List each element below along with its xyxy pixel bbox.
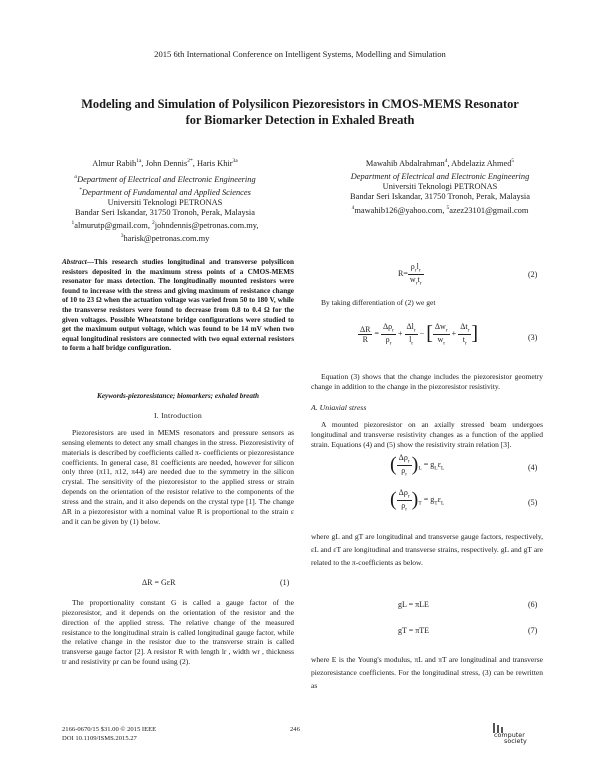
abstract bbox=[62, 258, 294, 354]
paper-title bbox=[50, 96, 550, 128]
equation-5-number: (5) bbox=[528, 498, 538, 507]
section-heading-introduction: I. Introduction bbox=[153, 411, 203, 420]
conference-header: 2015 6th International Conference on Intelligent Systems, Modelling and Simulation bbox=[154, 49, 446, 59]
title-line-2: for Biomarker Detection in Exhaled Breath bbox=[185, 113, 415, 127]
affiliation-right: Department of Electrical and Electronic Engineering bbox=[350, 172, 530, 181]
authors-right-names: Mawahib Abdalrahman$^4$, Abdelaziz Ahmed$^5$ bbox=[365, 158, 515, 168]
equation-2: R= $\frac{\rho_rl_r}{w_rt_r}$ bbox=[398, 262, 422, 287]
intro-paragraph-2: The proportionality constant G is called a gauge factor of the piezoresistor, and it depends on the orientation of the resistor and the direction of the applied stress. The relative change of the measured resistance to the longitudinal strain is called longitudinal gauge factor, while the relative change in the resistor due to the transverse strain is called transverse gauge factor [2]. A resistor R with length lr , width wr , thickness tr and resistivity ρr can be found using (2). bbox=[62, 598, 294, 667]
emails-right: $^4$mawahib126@yahoo.com, $^5$azez23101@gmail.com bbox=[351, 204, 529, 215]
abstract-label: Abstract bbox=[62, 258, 87, 266]
logo-text-society: society bbox=[504, 737, 527, 746]
affiliation-a: $^a$Department of Electrical and Electronic Engineering bbox=[74, 174, 256, 184]
keywords: Keywords-piezoresistance; biomarkers; exhaled breath bbox=[97, 392, 259, 400]
uniaxial-paragraph: A mounted piezoresistor on an axially stressed beam undergoes longitudinal and transverse resistivity changes as a function of the applied strain. Equations (4) and (5) show the resistivity strain relation [3]. bbox=[311, 420, 543, 449]
abstract-text: —This research studies longitudinal and transverse polysilicon resistors deposited in the maximum stress points of a CMOS-MEMS resonator for mass detection. The longitudinally mounted resistors were found to increase with the stress and giving maximum of resistance change of 10 to 23 Ω when the actuation voltage was varied from 50 to 180 V, while the transverse resistors were found to decrease from 0.8 to 0.4 Ω for the given voltages. Possible Wheatstone bridge configurations were studied to get the maximum output voltage, which was found to be 14 mV when two equal longitudinal resistors are connected with two equal external resistors to form a half bridge configuration. bbox=[62, 258, 294, 353]
emails-left-1: $^1$almurutp@gmail.com, $^2$johndennis@petronas.com.my, bbox=[71, 220, 259, 231]
authors-right bbox=[310, 156, 570, 216]
gauge-factor-paragraph: where gL and gT are longitudinal and transverse gauge factors, respectively, εL and εT are longitudinal and transverse strains, respectively. gL and gT are related to the π-coefficients as below. bbox=[311, 532, 543, 567]
footer-issn bbox=[62, 726, 156, 743]
equation-3: $\frac{\Delta R}{R}$ = $\frac{\Delta\rho_r}{\rho_r}$ + $\frac{\Delta l_r}{l_r}$ − [ $\frac{\Delta w_r}{w_r}$ + $\frac{\Delta t_r}{t_r}$ ] bbox=[360, 322, 479, 347]
subsection-uniaxial-stress: A. Uniaxial stress bbox=[311, 403, 367, 412]
equation-6-number: (6) bbox=[528, 600, 538, 609]
equation-6: gL = πLE bbox=[398, 600, 429, 609]
logo-text-computer: computer bbox=[494, 731, 525, 739]
address-right: Bandar Seri Iskandar, 31750 Tronoh, Perak, Malaysia bbox=[350, 192, 530, 202]
address-left: Bandar Seri Iskandar, 31750 Tronoh, Perak, Malaysia bbox=[75, 208, 255, 218]
authors-left bbox=[40, 156, 290, 244]
equation-7-number: (7) bbox=[528, 626, 538, 635]
university-right: Universiti Teknologi PETRONAS bbox=[382, 182, 498, 192]
equation-5: ( $\frac{\Delta\rho_r}{\rho_r}$ )$_T = g_T\varepsilon_L$ bbox=[390, 488, 445, 513]
equation-4: ( $\frac{\Delta\rho_r}{\rho_r}$ )$_L = g_L\varepsilon_L$ bbox=[390, 453, 445, 478]
authors-left-names: Almur Rabih$^{1a}$, John Dennis$^{2*}$, Haris Khir$^{3a}$ bbox=[92, 158, 238, 168]
page-number: 246 bbox=[290, 726, 300, 733]
equation-7: gT = πTE bbox=[398, 626, 430, 635]
differentiation-text: By taking differentiation of (2) we get bbox=[321, 298, 436, 307]
affiliation-b: *Department of Fundamental and Applied Sciences bbox=[79, 187, 251, 197]
emails-left-2: $^3$harisk@petronas.com.my bbox=[120, 233, 210, 244]
equation-3-explanation: Equation (3) shows that the change includes the piezoresistor geometry change in addition to the change in the piezoresistor resistivity. bbox=[311, 372, 543, 391]
equation-2-number: (2) bbox=[528, 270, 538, 279]
university-left: Universiti Teknologi PETRONAS bbox=[107, 198, 223, 207]
issn-text: 2166-0670/15 $31.00 © 2015 IEEE bbox=[62, 726, 157, 733]
title-line-1: Modeling and Simulation of Polysilicon Piezoresistors in CMOS-MEMS Resonator bbox=[81, 97, 519, 111]
equation-1-number: (1) bbox=[280, 578, 290, 587]
youngs-modulus-paragraph: where E is the Young's modulus, πL and πT are longitudinal and transverse piezoresistance coefficients. For the longitudinal stress, (3) can be rewritten as bbox=[311, 655, 543, 690]
doi-text: DOI 10.1109/ISMS.2015.27 bbox=[62, 734, 137, 742]
equation-4-number: (4) bbox=[528, 463, 538, 472]
equation-1: ΔR = GεR bbox=[142, 578, 176, 587]
equation-3-number: (3) bbox=[528, 333, 538, 342]
intro-paragraph-1: Piezoresistors are used in MEMS resonators and pressure sensors as sensing elements to detect any small changes in the stress. Piezoresistivity of materials is described by coefficients called π- coefficients or piezoresistance coefficients. In general case, 81 coefficients are needed, however for silicon only three (π11, π12, π44) are needed due to the symmetry in the silicon crystal. The sensitivity of the piezoresistor to the applied stress or strain depends on the orientation of the resistor relative to the components of the stress and the strain, and it also depends on the crystal type [1]. The change ΔR in a piezoresistor with a nominal value R is proportional to the strain ε and it can be given by (1) below. bbox=[62, 428, 294, 526]
